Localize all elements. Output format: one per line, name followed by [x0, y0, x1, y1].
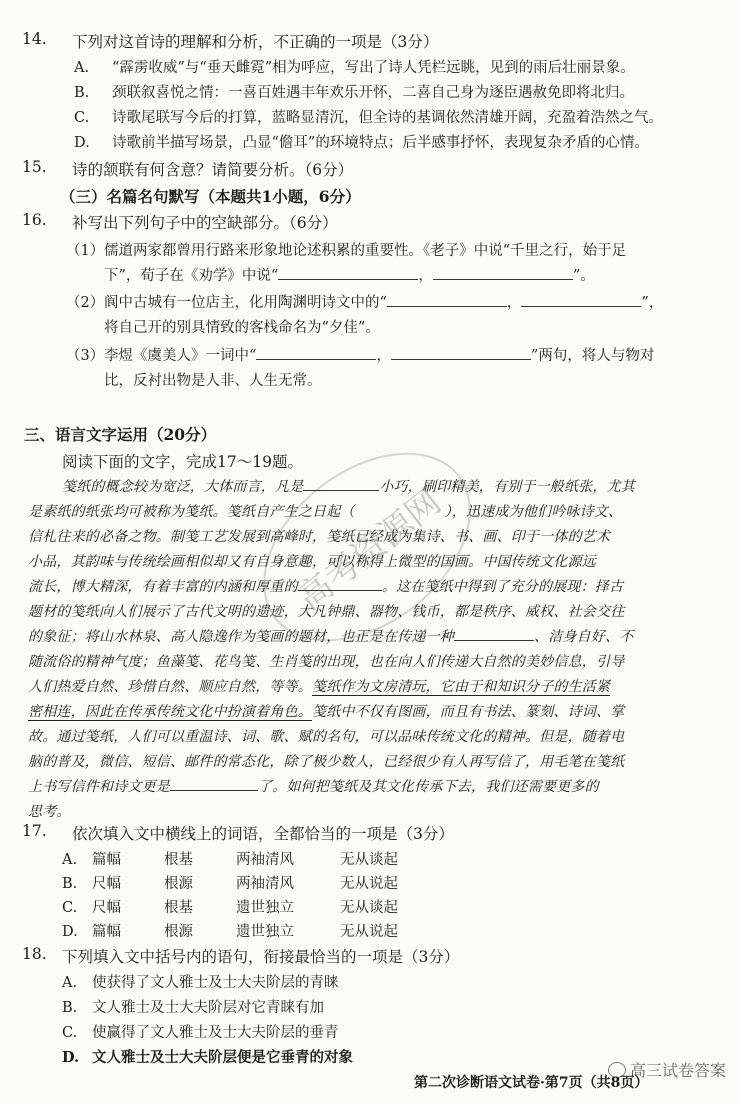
passage-line-5: 流长，博大精深，有着丰富的内涵和厚重的 。这在笺纸中得到了充分的展现：择古 [28, 576, 623, 596]
q16-number: 16. [22, 211, 47, 229]
q17-number: 17. [22, 822, 47, 840]
q16-stem: 补写出下列句子中的空缺部分。（6分） [72, 214, 338, 232]
q16-item2-line1: （2）阆中古城有一位店主，化用陶渊明诗文中的“ ， ”， [66, 291, 663, 312]
passage-line-6: 题材的笺纸向人们展示了古代文明的遗迹，大凡钟鼎、器物、钱币，都是秩序、威权、社会交往 [28, 604, 625, 620]
underlined-sentence-part-1: 笺纸作为文房清玩，它由于和知识分子的生活紧 [312, 679, 611, 695]
passage-blank-2[interactable] [298, 576, 382, 591]
q16-item1-line1: （1）儒道两家都曾用行路来形象地论述积累的重要性。《老子》中说“千里之行，始于足 [66, 243, 627, 259]
q18-option-b[interactable]: B. 文人雅士及士大夫阶层对它青睐有加 [62, 1000, 324, 1016]
q17-option-a[interactable]: A. 篇幅 根基 两袖清风 无从谈起 [62, 852, 398, 868]
q18-number: 18. [22, 945, 47, 963]
passage-blank-3[interactable] [454, 626, 534, 641]
q14-option-d[interactable]: D. 诗歌前半描写场景，凸显“儋耳”的环境特点；后半感事抒怀，表现复杂矛盾的心情。 [74, 135, 649, 151]
passage-line-14: 思考。 [28, 804, 71, 820]
q14-option-a[interactable]: A. “霹雳收威”与“垂天雌霓”相为呼应，写出了诗人凭栏远眺，见到的雨后壮丽景象。 [74, 60, 635, 76]
q14-option-b[interactable]: B. 颈联叙喜悦之情：一喜百姓遇丰年欢乐开怀，二喜自己身为逐臣遇赦免即将北归。 [74, 85, 634, 101]
passage-line-11: 故。通过笺纸，人们可以重温诗、词、歌、赋的名句，可以品味传统文化的精神。但是，随着电 [28, 729, 625, 745]
passage-line-4: 小品，其韵味与传统绘画相似却又有自身意趣，可以称得上微型的国画。中国传统文化源远 [28, 554, 596, 570]
passage-blank-1[interactable] [303, 476, 379, 491]
q14-stem: 下列对这首诗的理解和分析，不正确的一项是（3分） [72, 33, 439, 51]
passage-line-8: 随流俗的精神气度；鱼藻笺、花鸟笺、生肖笺的出现，也在向人们传递大自然的美妙信息，引导 [28, 654, 625, 670]
passage-line-12: 脑的普及，微信、短信、邮件的常态化，除了极少数人，已经很少有人再写信了，用毛笔在笺纸 [28, 754, 625, 770]
q18-option-d[interactable]: D. 文人雅士及士大夫阶层便是它垂青的对象 [62, 1049, 353, 1066]
q17-stem: 依次填入文中横线上的词语，全都恰当的一项是（3分） [72, 825, 454, 843]
passage-line-3: 信札往来的必备之物。制笺工艺发展到高峰时，笺纸已经成为集诗、书、画、印于一体的艺术 [28, 529, 611, 545]
passage-line-10: 密相连，因此在传承传统文化中扮演着角色。笺纸中不仅有图画，而且有书法、篆刻、诗词、掌 [28, 704, 625, 720]
passage-line-7: 的象征；将山水林泉、高人隐逸作为笺画的题材，也正是在传递一种 、洁身自好、不 [28, 626, 633, 646]
q16-item3-blank-1[interactable] [256, 345, 376, 360]
part3-intro: 阅读下面的文字，完成17～19题。 [62, 453, 303, 471]
q15-number: 15. [22, 158, 47, 176]
q16-item3-line1: （3）李煜《虞美人》一词中“ ， ”两句，将人与物对 [66, 344, 654, 365]
underlined-sentence-part-2: 密相连，因此在传承传统文化中扮演着角色。 [28, 704, 312, 720]
q18-stem: 下列填入文中括号内的语句，衔接最恰当的一项是（3分） [62, 948, 460, 966]
q16-item3-line2: 比，反衬出物是人非、人生无常。 [104, 373, 322, 389]
q17-option-c[interactable]: C. 尺幅 根基 遗世独立 无从谈起 [62, 900, 398, 916]
stamp-seal: 高考资源网 [227, 414, 506, 679]
q15-text: 诗的颔联有何含意？请简要分析。（6分） [72, 161, 354, 179]
passage-line-1: 笺纸的概念较为宽泛，大体而言，凡是 小巧，刷印精美，有别于一般纸张，尤其 [62, 476, 635, 496]
q17-option-b[interactable]: B. 尺幅 根源 两袖清风 无从说起 [62, 876, 398, 892]
section-heading-poetry-recitation: （三）名篇名句默写（本题共1小题，6分） [60, 187, 361, 206]
q14-option-c[interactable]: C. 诗歌尾联写今后的打算，蓝略显清沉，但全诗的基调依然清雄开阔，充盈着浩然之气。 [74, 110, 663, 126]
q17-option-d[interactable]: D. 篇幅 根源 遗世独立 无从说起 [62, 924, 398, 940]
page-footer: 第二次诊断语文试卷·第7页（共8页） [414, 1075, 649, 1091]
q18-option-a[interactable]: A. 使获得了文人雅士及士大夫阶层的青睐 [62, 975, 339, 991]
q16-item1-blank-1[interactable] [278, 265, 418, 280]
q16-item2-line2: 将自己开的别具情致的客栈命名为“夕佳”。 [104, 320, 380, 336]
q16-item3-blank-2[interactable] [391, 345, 531, 360]
q16-item1-blank-2[interactable] [433, 265, 573, 280]
passage-line-2: 是素纸的纸张均可被称为笺纸。笺纸自产生之日起（ ），迅速成为他们吟咏诗文、 [28, 504, 623, 520]
passage-line-9: 人们热爱自然、珍惜自然、顺应自然，等等。笺纸作为文房清玩，它由于和知识分子的生活紧 [28, 679, 611, 695]
watermark: 高三试卷答案 [608, 1058, 726, 1081]
q16-item2-blank-1[interactable] [387, 292, 507, 307]
passage-line-13: 上书写信件和诗文更是 了。如何把笺纸及其文化传承下去，我们还需要更多的 [28, 776, 599, 796]
passage-blank-4[interactable] [170, 776, 258, 791]
q14-number: 14. [22, 30, 47, 48]
q18-option-c[interactable]: C. 使赢得了文人雅士及士大夫阶层的垂青 [62, 1025, 339, 1041]
q16-item1-line2: 下”，荀子在《劝学》中说“ ， ”。 [104, 264, 595, 285]
q16-item2-blank-2[interactable] [521, 292, 641, 307]
part3-title: 三、语言文字运用（20分） [24, 425, 217, 444]
